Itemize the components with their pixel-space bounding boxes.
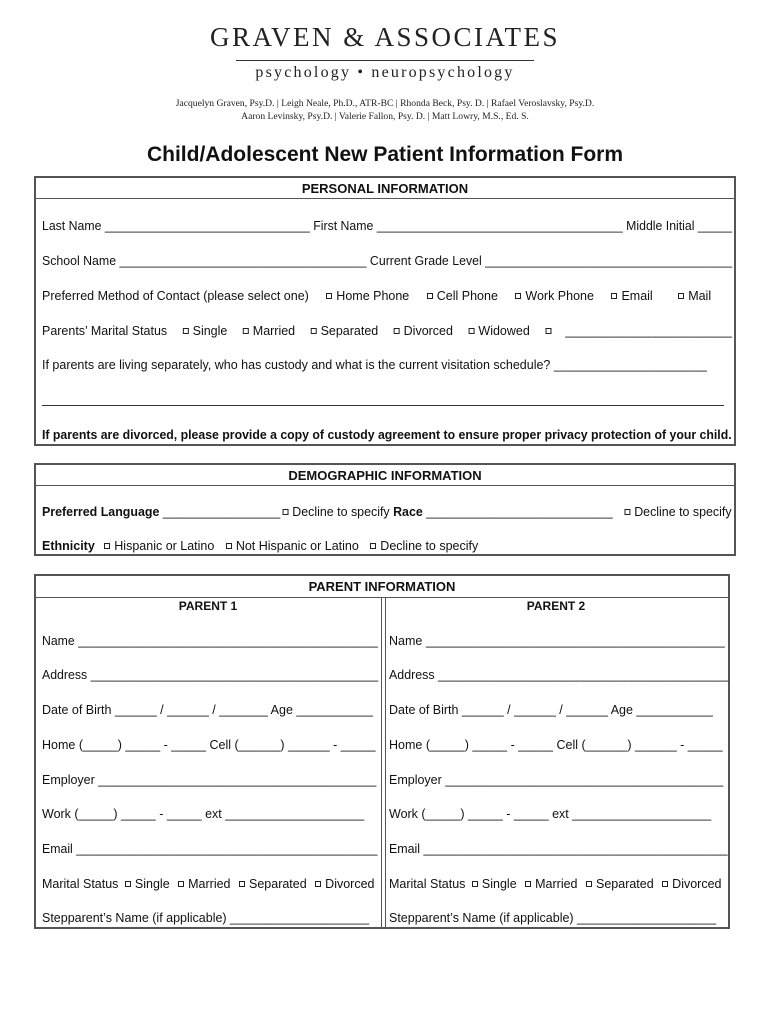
parents-marital-status-row	[42, 324, 732, 338]
column-divider-left	[381, 597, 382, 927]
parent-1-email-field[interactable]: Email ____________________________________________	[42, 842, 378, 856]
checkbox-icon[interactable]	[394, 328, 400, 334]
parent-2-name-field[interactable]: Name ___________________________________________	[389, 634, 725, 648]
marital-option-married[interactable]: Married	[243, 324, 295, 338]
practice-logo: GRAVEN & ASSOCIATES	[209, 22, 561, 52]
contact-option-mail[interactable]: Mail	[678, 289, 711, 303]
race-field[interactable]: ___________________________	[422, 505, 613, 519]
column-divider-right	[385, 597, 386, 927]
custody-answer-line[interactable]	[42, 405, 724, 406]
checkbox-icon[interactable]	[472, 881, 478, 887]
parent-2-stepparent-field[interactable]: Stepparent’s Name (if applicable) ____________________	[389, 911, 717, 925]
contact-option-cell-phone[interactable]: Cell Phone	[427, 289, 498, 303]
custody-note: If parents are divorced, please provide a copy of custody agreement to ensure proper privacy protection of your child.	[42, 428, 732, 442]
name-fields-line[interactable]: Last Name ______________________________ First Name ____________________________________ Middle Initial _____	[42, 219, 733, 233]
checkbox-icon[interactable]	[586, 881, 592, 887]
contact-method-label: Preferred Method of Contact (please select one)	[42, 289, 309, 303]
parent-2-email-field[interactable]: Email ____________________________________________	[389, 842, 728, 856]
parent-2-marital-married[interactable]: Married	[525, 877, 577, 891]
demographic-section-title: DEMOGRAPHIC INFORMATION	[288, 468, 482, 483]
race-label: Race	[393, 505, 423, 519]
parent-1-title: PARENT 1	[178, 599, 238, 613]
ethnicity-option-hispanic[interactable]: Hispanic or Latino	[104, 539, 214, 553]
parent-1-marital-separated[interactable]: Separated	[239, 877, 307, 891]
checkbox-icon[interactable]	[243, 328, 249, 334]
parent-1-marital-label: Marital Status	[42, 877, 119, 891]
practice-tagline: psychology • neuropsychology	[255, 64, 515, 81]
parent-section-title: PARENT INFORMATION	[308, 579, 456, 594]
checkbox-icon[interactable]	[611, 293, 617, 299]
marital-option-divorced[interactable]: Divorced	[394, 324, 453, 338]
parent-2-marital-separated[interactable]: Separated	[586, 877, 654, 891]
race-decline-option[interactable]: Decline to specify	[624, 505, 731, 519]
school-fields-line[interactable]: School Name ____________________________________ Current Grade Level ____________________________________	[42, 254, 733, 268]
parent-1-employer-field[interactable]: Employer ________________________________________	[42, 773, 377, 787]
parents-marital-label: Parents’ Marital Status	[42, 324, 168, 338]
ethnicity-option-decline[interactable]: Decline to specify	[370, 539, 478, 553]
form-title: Child/Adolescent New Patient Information Form	[146, 143, 624, 166]
marital-option-widowed[interactable]: Widowed	[468, 324, 529, 338]
preferred-language-label: Preferred Language	[42, 505, 160, 519]
parent-1-dob-age-field[interactable]: Date of Birth ______ / ______ / _______ Age ___________	[42, 703, 373, 717]
parent-2-title: PARENT 2	[526, 599, 586, 613]
checkbox-icon[interactable]	[427, 293, 433, 299]
parent-2-marital-label: Marital Status	[389, 877, 466, 891]
section-divider	[36, 198, 734, 199]
checkbox-icon[interactable]	[624, 509, 630, 515]
parent-1-marital-row	[42, 877, 375, 891]
checkbox-icon[interactable]	[239, 881, 245, 887]
parent-1-address-field[interactable]: Address __________________________________________	[42, 668, 379, 682]
staff-list-line-2: Aaron Levinsky, Psy.D. | Valerie Fallon, Psy. D. | Matt Lowry, M.S., Ed. S.	[241, 111, 529, 122]
section-divider	[36, 597, 728, 598]
parent-2-marital-row	[389, 877, 722, 891]
language-decline-option[interactable]: Decline to specify	[282, 505, 389, 519]
checkbox-icon[interactable]	[311, 328, 317, 334]
marital-option-single[interactable]: Single	[183, 324, 228, 338]
parent-2-address-field[interactable]: Address __________________________________________	[389, 668, 729, 682]
checkbox-icon[interactable]	[104, 543, 110, 549]
checkbox-icon[interactable]	[282, 509, 288, 515]
parent-2-dob-age-field[interactable]: Date of Birth ______ / ______ / ______ Age ___________	[389, 703, 713, 717]
checkbox-icon[interactable]	[183, 328, 189, 334]
checkbox-icon[interactable]	[178, 881, 184, 887]
parent-1-marital-single[interactable]: Single	[125, 877, 170, 891]
preferred-language-field[interactable]: _________________	[159, 505, 281, 519]
contact-option-home-phone[interactable]: Home Phone	[326, 289, 409, 303]
checkbox-icon[interactable]	[678, 293, 684, 299]
checkbox-icon[interactable]	[326, 293, 332, 299]
contact-option-work-phone[interactable]: Work Phone	[515, 289, 594, 303]
ethnicity-label: Ethnicity	[42, 539, 95, 553]
section-divider	[36, 485, 734, 486]
parent-1-name-field[interactable]: Name ____________________________________________	[42, 634, 378, 648]
parent-2-phone-fields[interactable]: Home (_____) _____ - _____ Cell (______) ______ - _____	[389, 738, 723, 752]
parent-1-marital-married[interactable]: Married	[178, 877, 230, 891]
contact-option-email[interactable]: Email	[611, 289, 652, 303]
marital-option-separated[interactable]: Separated	[311, 324, 379, 338]
custody-question[interactable]: If parents are living separately, who has custody and what is the current visitation schedule? ______________________	[42, 358, 707, 372]
staff-list-line-1: Jacquelyn Graven, Psy.D. | Leigh Neale, Ph.D., ATR-BC | Rhonda Beck, Psy. D. | Rafael Veroslavsky, Psy.D.	[175, 98, 595, 109]
parent-1-stepparent-field[interactable]: Stepparent’s Name (if applicable) ____________________	[42, 911, 370, 925]
checkbox-icon[interactable]	[370, 543, 376, 549]
parent-2-marital-divorced[interactable]: Divorced	[662, 877, 721, 891]
checkbox-icon[interactable]	[125, 881, 131, 887]
checkbox-icon[interactable]	[662, 881, 668, 887]
ethnicity-option-not-hispanic[interactable]: Not Hispanic or Latino	[226, 539, 359, 553]
logo-divider	[236, 60, 534, 61]
checkbox-icon[interactable]	[525, 881, 531, 887]
parent-1-phone-fields[interactable]: Home (_____) _____ - _____ Cell (______) ______ - _____	[42, 738, 376, 752]
language-race-row	[42, 505, 732, 519]
parent-2-employer-field[interactable]: Employer ________________________________________	[389, 773, 724, 787]
personal-section-title: PERSONAL INFORMATION	[301, 181, 469, 196]
checkbox-icon[interactable]	[468, 328, 474, 334]
parent-1-work-field[interactable]: Work (_____) _____ - _____ ext ____________________	[42, 807, 365, 821]
parent-1-marital-divorced[interactable]: Divorced	[315, 877, 374, 891]
contact-method-row	[42, 289, 711, 303]
checkbox-icon[interactable]	[226, 543, 232, 549]
parent-2-work-field[interactable]: Work (_____) _____ - _____ ext ____________________	[389, 807, 712, 821]
ethnicity-row	[42, 539, 478, 553]
checkbox-icon[interactable]	[315, 881, 321, 887]
checkbox-icon[interactable]	[545, 328, 551, 334]
parent-2-marital-single[interactable]: Single	[472, 877, 517, 891]
checkbox-icon[interactable]	[515, 293, 521, 299]
marital-option-other[interactable]: ________________________	[545, 324, 732, 338]
